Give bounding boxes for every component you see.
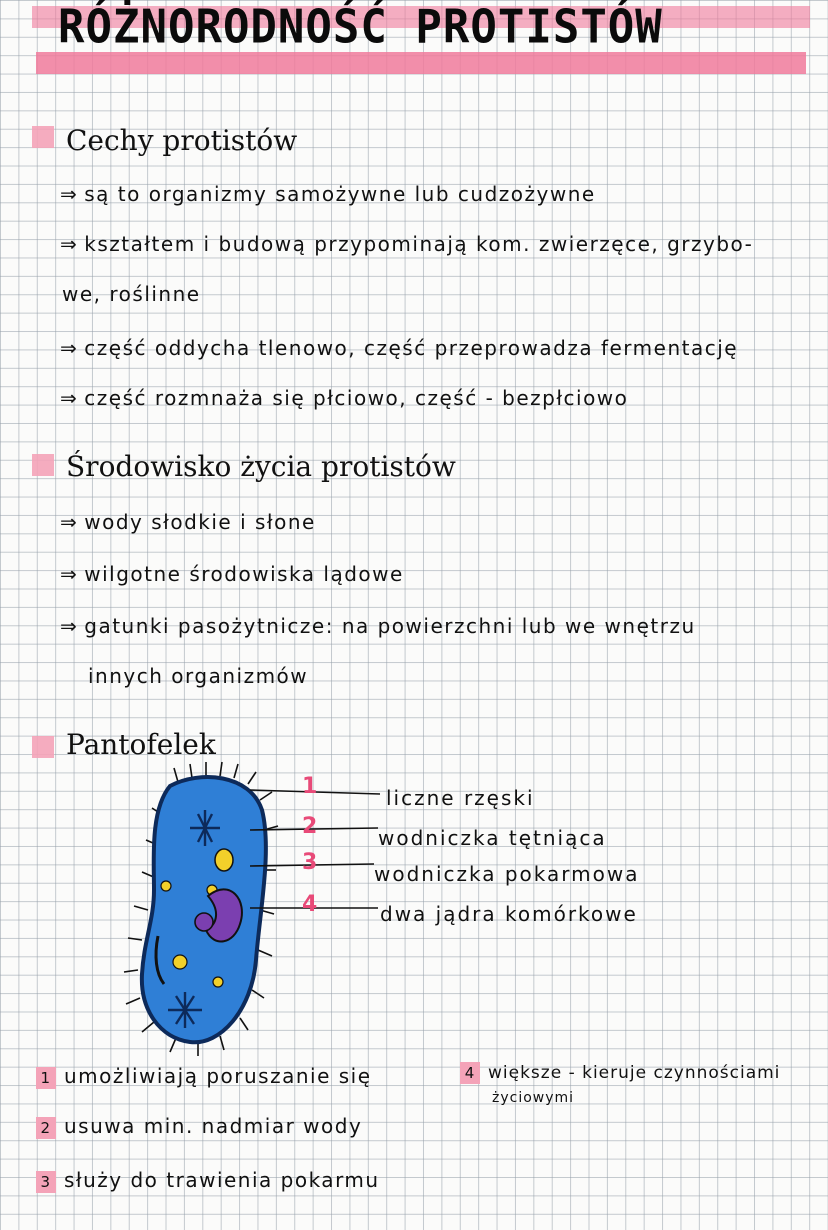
title-highlight-bottom [36,52,806,74]
food-vacuole-small [213,977,223,987]
leader-lines [250,780,390,920]
heading-features: Cechy protistów [66,124,298,157]
label-food-vacuole: wodniczka pokarmowa [374,862,640,886]
environment-line-4: innych organizmów [88,664,309,688]
features-line-4: ⇒ część oddycha tlenowo, część przeprowadza fermentację [60,336,739,360]
label-number-2: 2 [302,814,318,839]
features-line-3: we, roślinne [62,282,201,306]
section-marker-environment [32,454,54,476]
label-cilia: liczne rzęski [386,786,535,810]
label-number-3: 3 [302,850,318,875]
features-line-1: ⇒ są to organizmy samożywne lub cudzożywne [60,182,596,206]
note-2: 2 usuwa min. nadmiar wody [36,1114,362,1139]
label-number-4: 4 [302,892,318,917]
section-marker-features [32,126,54,148]
features-line-2: ⇒ kształtem i budową przypominają kom. zwierzęce, grzybo- [60,232,754,256]
heading-paramecium: Pantofelek [66,728,216,761]
note-4: 4 większe - kieruje czynnościami [460,1062,780,1084]
environment-line-2: ⇒ wilgotne środowiska lądowe [60,562,404,586]
food-vacuole-small [173,955,187,969]
note-4-continuation: życiowymi [492,1090,575,1106]
note-1: 1 umożliwiają poruszanie się [36,1064,372,1089]
micronucleus [195,913,213,931]
food-vacuole [215,849,233,871]
heading-environment: Środowisko życia protistów [66,450,456,483]
section-marker-paramecium [32,736,54,758]
label-nuclei: dwa jądra komórkowe [380,902,638,926]
label-contractile-vacuole: wodniczka tętniąca [378,826,607,850]
page-title: RÓŻNORODNOŚĆ PROTISTÓW [58,0,663,55]
food-vacuole-small [161,881,171,891]
label-number-1: 1 [302,774,318,799]
note-3: 3 służy do trawienia pokarmu [36,1168,380,1193]
features-line-5: ⇒ część rozmnaża się płciowo, część - bezpłciowo [60,386,629,410]
environment-line-3: ⇒ gatunki pasożytnicze: na powierzchni lub we wnętrzu [60,614,696,638]
environment-line-1: ⇒ wody słodkie i słone [60,510,316,534]
